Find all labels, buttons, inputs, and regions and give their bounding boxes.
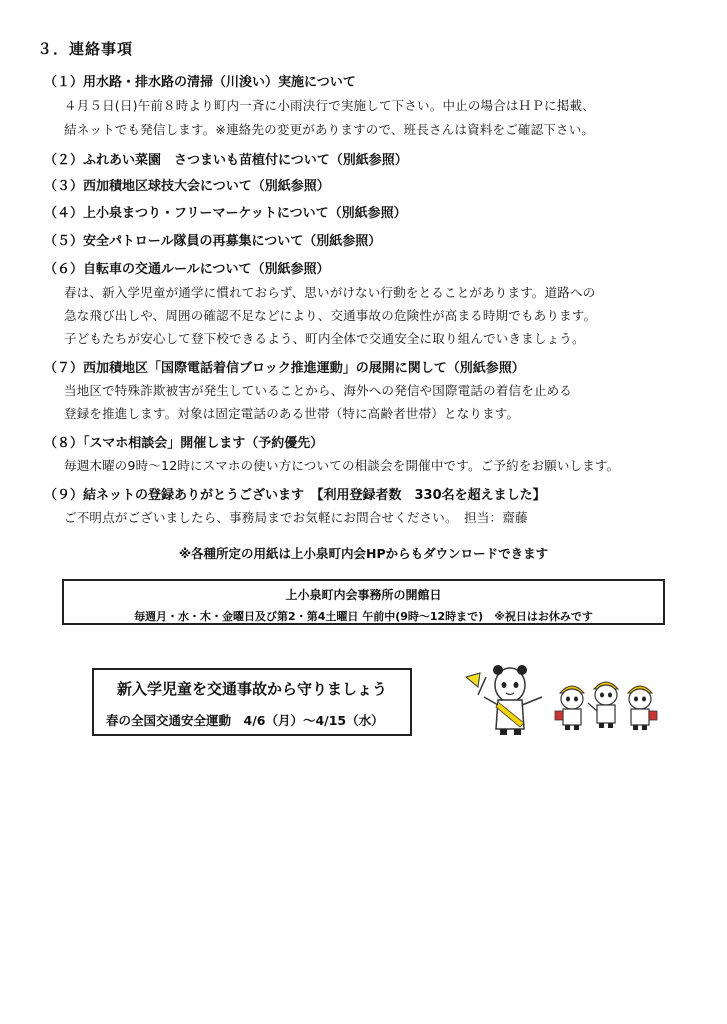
- campaign-box: [92, 668, 412, 736]
- item-title: （４）上小泉まつり・フリーマーケットについて（別紙参照）: [44, 206, 407, 221]
- big-panda-icon: [466, 665, 542, 735]
- item-body-line: 春は、新入学児童が通学に慣れておらず、思いがけない行動をとることがあります。道路への: [64, 285, 596, 300]
- child-panda-icon: [628, 686, 657, 730]
- item-title: （６）自転車の交通ルールについて（別紙参照）: [44, 262, 330, 277]
- item-title: （２）ふれあい菜園 さつまいも苗植付について（別紙参照）: [44, 153, 408, 168]
- item-title: （９）結ネットの登録ありがとうございます 【利用登録者数 330名を超えました】: [44, 488, 546, 503]
- item-title: （７）西加積地区「国際電話着信ブロック推進運動」の展開に関して（別紙参照）: [44, 361, 525, 376]
- item-body-line: 当地区で特殊詐欺被害が発生していることから、海外への発信や国際電話の着信を止める: [64, 383, 573, 398]
- campaign-title: 新入学児童を交通事故から守りましょう: [116, 680, 387, 698]
- item-body-line: ご不明点がございましたら、事務局までお気軽にお問合せください。 担当：齋藤: [64, 510, 528, 525]
- item-title: （１）用水路・排水路の清掃（川浚い）実施について: [44, 75, 356, 90]
- office-hours-title: 上小泉町内会事務所の開館日: [285, 588, 442, 602]
- item-body-line: 急な飛び出しや、周囲の確認不足などにより、交通事故の危険性が高まる時期でもあります。: [64, 308, 597, 323]
- campaign-period: 春の全国交通安全運動 4/6（月）～4/15（水）: [106, 713, 384, 728]
- child-panda-icon: [555, 686, 584, 730]
- item-body-line: 登録を推進します。対象は固定電話のある世帯（特に高齢者世帯）となります。: [64, 406, 520, 421]
- flag-icon: [466, 673, 480, 687]
- item-body-line: 結ネットでも発信します。※連絡先の変更がありますので、班長さんは資料をご確認下さい。: [64, 122, 595, 137]
- panda-children-safety-illustration: [458, 655, 678, 745]
- office-hours-detail: 毎週月・水・木・金曜日及び第2・第4土曜日 午前中(9時～12時まで) ※祝日はお休みです: [134, 610, 593, 623]
- download-note: ※各種所定の用紙は上小泉町内会HPからもダウンロードできます: [178, 546, 549, 561]
- item-title: （８）「スマホ相談会」開催します（予約優先）: [44, 436, 324, 451]
- item-title: （３）西加積地区球技大会について（別紙参照）: [44, 179, 330, 194]
- item-body-line: ４月５日(日)午前８時より町内一斉に小雨決行で実施して下さい。中止の場合はＨＰに掲載、: [64, 98, 595, 113]
- section-title: ３．連絡事項: [37, 40, 134, 58]
- office-hours-box: [62, 579, 665, 625]
- item-title: （５）安全パトロール隊員の再募集について（別紙参照）: [44, 234, 382, 249]
- child-panda-icon: [588, 682, 618, 728]
- item-body-line: 毎週木曜の9時～12時にスマホの使い方についての相談会を開催中です。ご予約をお願いします。: [64, 458, 620, 473]
- item-body-line: 子どもたちが安心して登下校できるよう、町内全体で交通安全に取り組んでいきましょう。: [64, 331, 585, 346]
